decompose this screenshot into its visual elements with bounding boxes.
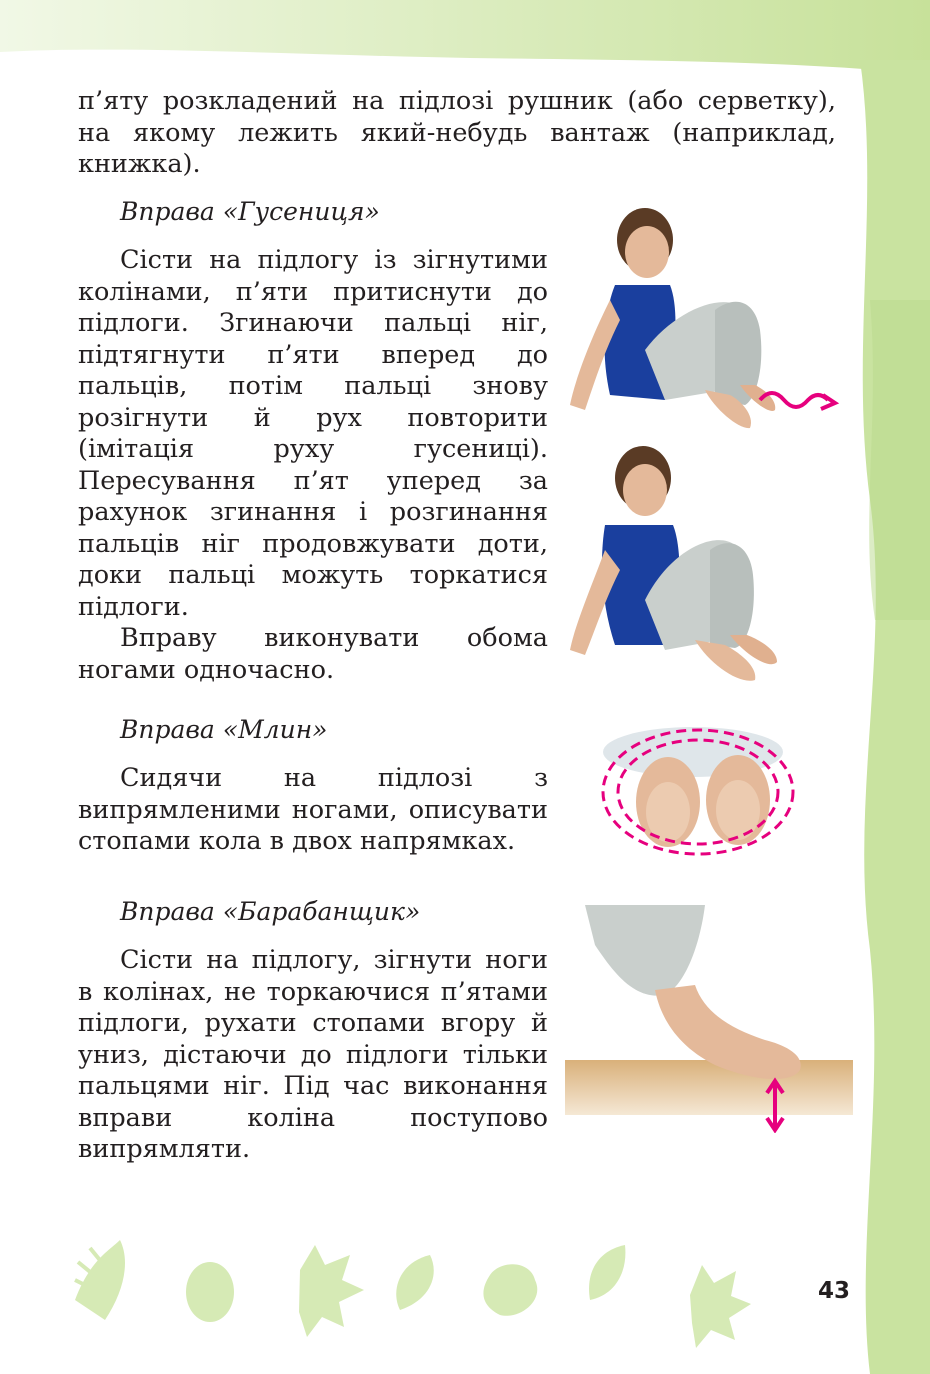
leaf-decoration-icon: [75, 1240, 751, 1348]
boy-sitting-toes-curled-icon: [565, 440, 795, 692]
exercise-title-caterpillar: Вправа «Гусениця»: [120, 197, 380, 226]
intro-text: п’яту розкладений на підлозі рушник (або серветку), на якому лежить який-небудь вантаж (наприклад, книжка).: [78, 86, 836, 179]
exercise-body-mill: [78, 763, 548, 858]
boy-sitting-knees-bent-icon: [565, 200, 845, 438]
exercise-title-drummer: Вправа «Барабанщик»: [120, 897, 421, 926]
exercise-paragraph: Сидячи на підлозі з випрямленими ногами, описувати стопами кола в двох напрямках.: [78, 763, 548, 856]
exercise-body-drummer: [78, 945, 548, 1166]
feet-circles-icon: [598, 712, 803, 867]
exercise-body-caterpillar: [78, 245, 548, 686]
intro-paragraph: [78, 86, 836, 181]
exercise-paragraph: Вправу виконувати обома ногами одночасно.: [78, 623, 548, 685]
exercise-paragraph: Сісти на підлогу із зігнутими колінами, п’яти притиснути до підлоги. Згинаючи пальці ніг, підтягнути п’яти вперед до пальців, потім пальці знову розігнути й рух повторити (імітація руху гусениці). Пересування п’ят уперед за рахунок згинання і розгинання пальців ніг продовжувати доти, доки пальці можуть торкатися підлоги.: [78, 245, 548, 622]
exercise-title-mill: Вправа «Млин»: [120, 715, 328, 744]
foot-tapping-icon: [565, 905, 853, 1133]
page-number: 43: [818, 1278, 851, 1304]
exercise-paragraph: Сісти на підлогу, зігнути ноги в колінах, не торкаючися п’ятами підлоги, рухати стопами вгору й униз, дістаючи до підлоги тільки пальцями ніг. Під час виконання вправи коліна поступово випрямляти.: [78, 945, 548, 1164]
